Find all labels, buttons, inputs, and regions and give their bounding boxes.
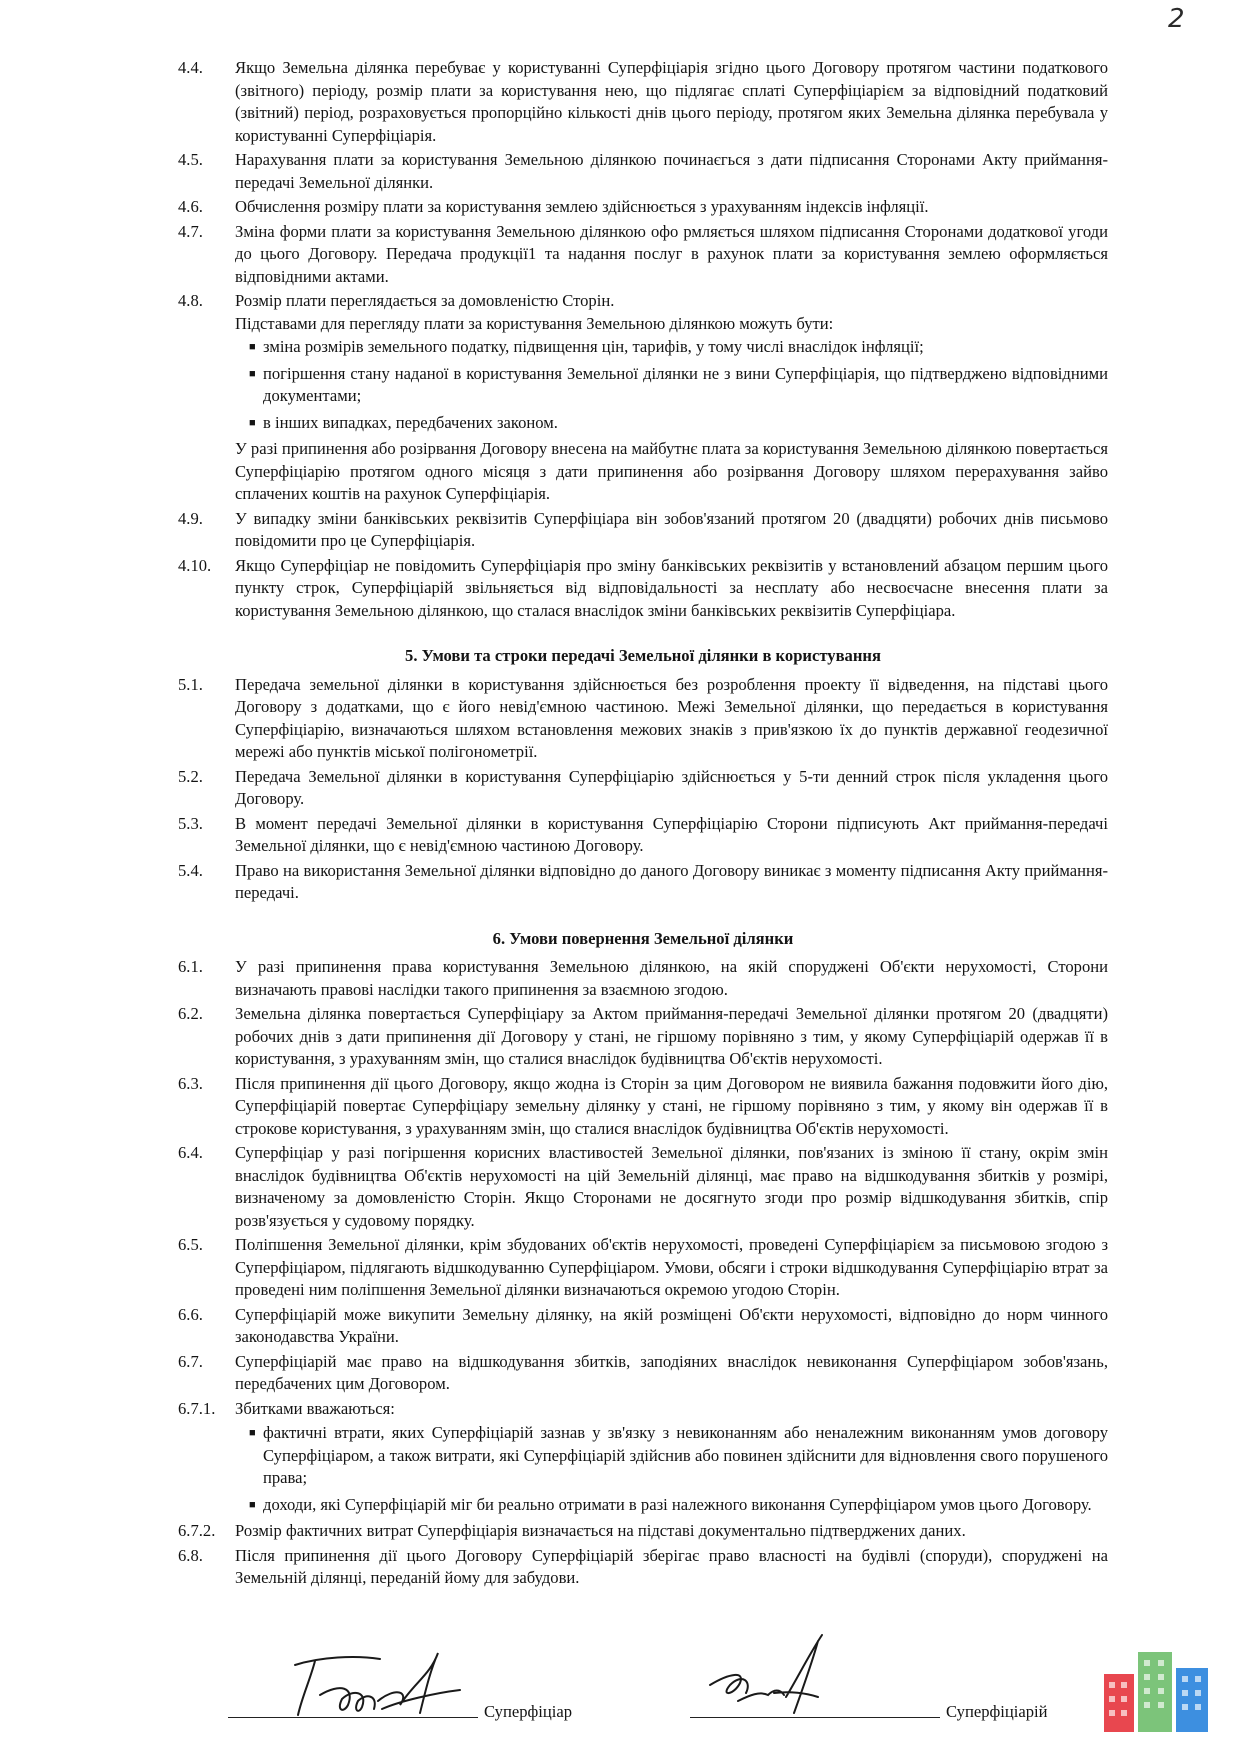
clause-number: 4.5. — [178, 150, 203, 169]
clause-text: Суперфіціар у разі погіршення корисних властивостей Земельної ділянки, пов'язаних із зміною її стану, окрім змін внаслідок будівництва Об'єктів нерухомості на цій Земельній ділянці, має право на відшкодування збитків у розмірі, визначеному за домовленістю Сторін. Якщо Сторонами не досягнуто згоди про розмір відшкодування збитків, спір розв'язується у судовому порядку. — [235, 1143, 1108, 1230]
clause-number: 4.10. — [178, 555, 212, 575]
signature-block — [220, 1635, 1120, 1745]
clause-text: Передача земельної ділянки в користування здійснюється без розроблення проекту її відведення, на підставі цього Договору з додатками, що є його невід'ємною частиною. Межі Земельної ділянки, що передається в користування Суперфіціарію, визначаються шляхом встановлення межових знаків з прив'язкою їх до пунктів державної геодезичної мережі або пунктів міської полігонометрії. — [235, 674, 1108, 761]
clause-text: У випадку зміни банківських реквізитів Суперфіціара він зобов'язаний протягом 20 (двадцяти) робочих днів письмово повідомити про це Суперфіціарія. — [235, 508, 1108, 550]
clause-number: 6.7.2. — [178, 1521, 216, 1540]
list-item — [235, 412, 1108, 435]
clause-number: 6.7. — [178, 1351, 203, 1371]
clause — [178, 196, 1108, 219]
clause — [178, 1003, 1108, 1071]
section-heading-6: 6. Умови повернення Земельної ділянки — [492, 928, 794, 948]
clause-text: В момент передачі Земельної ділянки в користування Суперфіціарію Сторони підписують Акт приймання-передачі Земельної ділянки, що є невід'ємною частиною Договору. — [235, 813, 1108, 855]
bullet-list — [235, 336, 1108, 434]
clause — [178, 1520, 1108, 1543]
clause — [178, 1234, 1108, 1302]
clause — [178, 508, 1108, 553]
clause-number: 6.7.1. — [178, 1398, 216, 1418]
list-item — [235, 1494, 1108, 1517]
clause-number: 6.2. — [178, 1004, 203, 1023]
clause-text: Після припинення дії цього Договору Суперфіціарій зберігає право власності на будівлі (споруди), споруджені на Земельній ділянці, переданій йому для забудови. — [235, 1545, 1108, 1587]
list-item — [235, 363, 1108, 408]
list-item-text: фактичні втрати, яких Суперфіціарій зазнав у зв'язку з невиконанням або неналежним виконанням умов договору Суперфіціаром, а також витрати, які Суперфіціарій здійснив або повинен здійснити для відновлення свого порушеного права; — [263, 1423, 1108, 1487]
clause-text: Збитками вважаються: — [235, 1398, 395, 1418]
list-item — [235, 1422, 1108, 1490]
clause-text: У разі припинення права користування Земельною ділянкою, на якій споруджені Об'єкти нерухомості, Сторони визначають правові наслідки такого припинення за взаємною згодою. — [235, 957, 1108, 999]
clause-text: Нарахування плати за користування Земельною ділянкою починаєгься з дати підписання Сторонами Акту приймання-передачі Земельної ділянки. — [235, 150, 1108, 192]
clause-number: 6.5. — [178, 1235, 203, 1254]
list-item-text: зміна розмірів земельного податку, підвищення цін, тарифів, у тому числі внаслідок інфляції; — [263, 337, 924, 356]
clause — [178, 813, 1108, 858]
clause — [178, 555, 1108, 623]
list-item-text: доходи, які Суперфіціарій міг би реально отримати в разі належного виконання Суперфіціаром умов цього Договору. — [263, 1494, 1092, 1514]
clause — [178, 860, 1108, 905]
contract-body — [178, 57, 1108, 1592]
square-bullet-icon: ■ — [249, 416, 256, 429]
signature-line-right — [690, 1717, 940, 1718]
clause-text: Зміна форми плати за користування Земельною ділянкою офо рмляється шляхом підписання Сторонами додаткової угоди до цього Договору. Передача продукції1 та надання послуг в рахунок плати за користування землею оформляється відповідними актами. — [235, 221, 1108, 286]
clause-text: Поліпшення Земельної ділянки, крім збудованих об'єктів нерухомості, проведені Суперфіціарієм за письмовою згодою з Суперфіціаром, підлягають відшкодуванню Суперфіціаром. Умови, обсяги і строки відшкодування Суперфіціарію втрат за проведені ним поліпшення Земельної ділянки визначаються окремою угодою Сторін. — [235, 1235, 1108, 1299]
clause — [178, 956, 1108, 1001]
clause-number: 6.3. — [178, 1073, 203, 1093]
clause-number: 5.1. — [178, 674, 203, 694]
clause-paragraph: У разі припинення або розірвання Договору внесена на майбутнє плата за користування Земельною ділянкою повертається Суперфіціарію протягом одного місяця з дати припинення або розірвання Договору шляхом перерахування зайво сплачених коштів на рахунок Суперфіціарія. — [235, 439, 1108, 503]
clause — [178, 1351, 1108, 1396]
clause — [178, 1545, 1108, 1590]
clause — [178, 1073, 1108, 1141]
city-buildings-logo — [1104, 1652, 1212, 1738]
clause-number: 4.6. — [178, 197, 203, 216]
clause — [178, 290, 1108, 506]
clause-text: Земельна ділянка повертається Суперфіціару за Актом приймання-передачі Земельної ділянки протягом 20 (двадцяти) робочих днів з дати припинення дії Договору у стані, не гіршому порівняно з тим, у якому Суперфіціарій одержав її в користування, з урахуванням змін, що сталися внаслідок будівництва Об'єктів нерухомості. — [235, 1004, 1108, 1068]
clause-number: 5.4. — [178, 860, 203, 880]
clauses-section-5 — [178, 674, 1108, 905]
clause-number: 6.4. — [178, 1143, 203, 1162]
clause — [178, 1142, 1108, 1232]
clause-number: 5.3. — [178, 813, 203, 833]
clause-text: Якщо Суперфіціар не повідомить Суперфіціарія про зміну банківських реквізитів у встановлений абзацом першим цього пункту строк, Суперфіціарій звільняється від відповідальності за несплату або несвоєчасне внесення плати за користування Земельною ділянкою, що сталася внаслідок зміни банківських реквізитів Суперфіціара. — [235, 555, 1108, 620]
clauses-section-4a — [178, 57, 1108, 622]
signatory-label-right: Суперфіціарій — [946, 1702, 1048, 1721]
clause — [178, 674, 1108, 764]
clause — [178, 57, 1108, 147]
signature-left — [260, 1635, 480, 1725]
clause-text: Якщо Земельна ділянка перебуває у користуванні Суперфіціарія згідно цього Договору протягом частини податкового (звітного) періоду, розмір плати за користування нею, що підлягає сплаті Суперфіціарієм за відповідний податковий (звітний) період, розраховується пропорційно кількості днів цього періоду, протягом яких Земельна ділянка перебувала у користуванні Суперфіціарія. — [235, 58, 1108, 145]
clause-4-8-body — [235, 290, 1108, 506]
square-bullet-icon: ■ — [249, 1427, 256, 1439]
section-heading-5: 5. Умови та строки передачі Земельної ділянки в користування — [405, 646, 881, 665]
bullet-list — [235, 1422, 1108, 1516]
clause-paragraph: Підставами для перегляду плати за користування Земельною ділянкою можуть бути: — [235, 313, 834, 333]
clause-text: Передача Земельної ділянки в користування Суперфіціарію здійснюється у 5-ти денний строк після укладення цього Договору. — [235, 766, 1108, 808]
clause-text: Суперфіціарій має право на відшкодування збитків, заподіяних внаслідок невиконання Суперфіціаром зобов'язань, передбачених цим Договором. — [235, 1351, 1108, 1393]
clause — [178, 1304, 1108, 1349]
square-bullet-icon: ■ — [249, 341, 256, 353]
list-item-text: погіршення стану наданої в користування Земельної ділянки не з вини Суперфіціарія, що підтверджено відповідними документами; — [263, 363, 1108, 405]
square-bullet-icon: ■ — [249, 367, 256, 380]
clause-text: Обчислення розміру плати за користування землею здійснюється з урахуванням індексів інфляції. — [235, 197, 929, 216]
clause — [178, 1398, 1108, 1421]
signature-line-left — [228, 1717, 478, 1718]
clause-number: 4.4. — [178, 58, 203, 77]
clause-text: Після припинення дії цього Договору, якщо жодна із Сторін за цим Договором не виявила бажання подовжити його дію, Суперфіціарій повертає Суперфіціару земельну ділянку у стані, не гіршому порівняно з тим, у якому він одержав її в строкове користування, з урахуванням змін, що сталися внаслідок будівництва Об'єктів нерухомості. — [235, 1073, 1108, 1138]
square-bullet-icon: ■ — [249, 1498, 256, 1511]
clause-number: 4.8. — [178, 291, 203, 310]
signatory-label-left: Суперфіціар — [484, 1702, 573, 1721]
clause-number: 6.1. — [178, 957, 203, 976]
clause-text: Розмір фактичних витрат Суперфіціарія визначається на підставі документально підтверджених даних. — [235, 1521, 966, 1540]
clause-number: 6.6. — [178, 1304, 203, 1324]
clause-number: 4.7. — [178, 221, 203, 241]
clause-text: Право на використання Земельної ділянки відповідно до даного Договору виникає з моменту підписання Акту приймання-передачі. — [235, 860, 1108, 902]
page-number: 2 — [1168, 4, 1185, 34]
list-item-text: в інших випадках, передбачених законом. — [263, 412, 558, 432]
clause — [178, 149, 1108, 194]
clause-text: Розмір плати переглядається за домовленістю Сторін. — [235, 291, 615, 310]
list-item — [235, 336, 1108, 359]
signature-right — [690, 1623, 930, 1723]
clause-number: 4.9. — [178, 508, 203, 528]
clause — [178, 766, 1108, 811]
clause-number: 6.8. — [178, 1545, 203, 1565]
clause-number: 5.2. — [178, 766, 203, 786]
clause-text: Суперфіціарій може викупити Земельну ділянку, на якій розміщені Об'єкти нерухомості, відповідно до норм чинного законодавства України. — [235, 1304, 1108, 1346]
clause — [178, 221, 1108, 289]
clauses-section-6 — [178, 956, 1108, 1590]
